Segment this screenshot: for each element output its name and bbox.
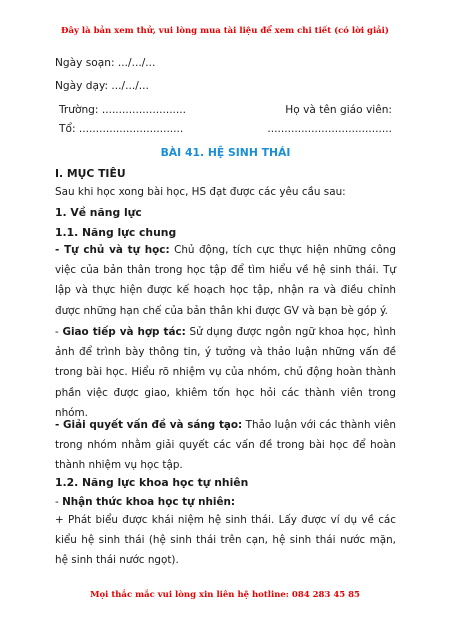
label-self-study: - Tự chủ và tự học: — [55, 244, 170, 256]
paragraph-cognition: + Phát biểu được khái niệm hệ sinh thái. Lấy được ví dụ về các kiểu hệ sinh thái (hệ sinh thái trên cạn, hệ sinh thái nước mặn, hệ sinh thái nước ngọt). — [55, 514, 396, 567]
label-cognition: Nhận thức khoa học tự nhiên: — [62, 496, 236, 508]
heading-science-competency: 1.2. Năng lực khoa học tự nhiên — [55, 476, 249, 489]
prep-date: Ngày soạn: .../.../... — [55, 57, 156, 69]
lesson-title: BÀI 41. HỆ SINH THÁI — [160, 146, 291, 159]
heading-competency: 1. Về năng lực — [55, 206, 142, 219]
heading-objectives: I. MỤC TIÊU — [55, 167, 126, 180]
label-communication: Giao tiếp và hợp tác: — [62, 326, 186, 338]
cognition-line — [55, 496, 235, 509]
intro-text: Sau khi học xong bài học, HS đạt được các yêu cầu sau: — [55, 186, 346, 198]
text-problem-solving: Thảo luận với các thành viên trong nhóm nhằm giải quyết các vấn đề trong bài học để hoàn thành nhiệm vụ học tập. — [55, 419, 396, 472]
paragraph-problem-solving — [55, 415, 396, 476]
dash-communication: - — [55, 326, 63, 338]
group-field: Tổ: ............................... — [59, 123, 184, 135]
school-field: Trường: ......................... — [59, 104, 187, 116]
teacher-name-blank: ..................................... — [267, 123, 392, 135]
dash-cognition: - — [55, 496, 63, 508]
label-problem-solving: - Giải quyết vấn đề và sáng tạo: — [55, 419, 243, 431]
hotline-banner: Mọi thắc mắc vui lòng xin liên hệ hotline: 084 283 45 85 — [90, 590, 360, 600]
paragraph-self-study — [55, 240, 396, 321]
teacher-name-label: Họ và tên giáo viên: — [285, 104, 392, 116]
paragraph-communication — [55, 322, 396, 423]
text-self-study: Chủ động, tích cực thực hiện những công việc của bản thân trong học tập để tìm hiểu về hệ sinh thái. Tự lập và thực hiện được kế hoạch học tập, nhận ra và điều chỉnh được những hạn chế của bản thân khi được GV và bạn bè góp ý. — [55, 244, 396, 317]
text-communication: Sử dụng được ngôn ngữ khoa học, hình ảnh để trình bày thông tin, ý tưởng và thảo luận những vấn đề trong bài học. Hiểu rõ nhiệm vụ của nhóm, chủ động hoàn thành phần việc được giao, khiêm tốn học hỏi các thành viên trong nhóm. — [55, 326, 396, 419]
teach-date: Ngày dạy: .../.../... — [55, 80, 149, 92]
heading-general-competency: 1.1. Năng lực chung — [55, 226, 177, 239]
preview-notice-banner: Đây là bản xem thử, vui lòng mua tài liệu để xem chi tiết (có lời giải) — [61, 26, 389, 36]
